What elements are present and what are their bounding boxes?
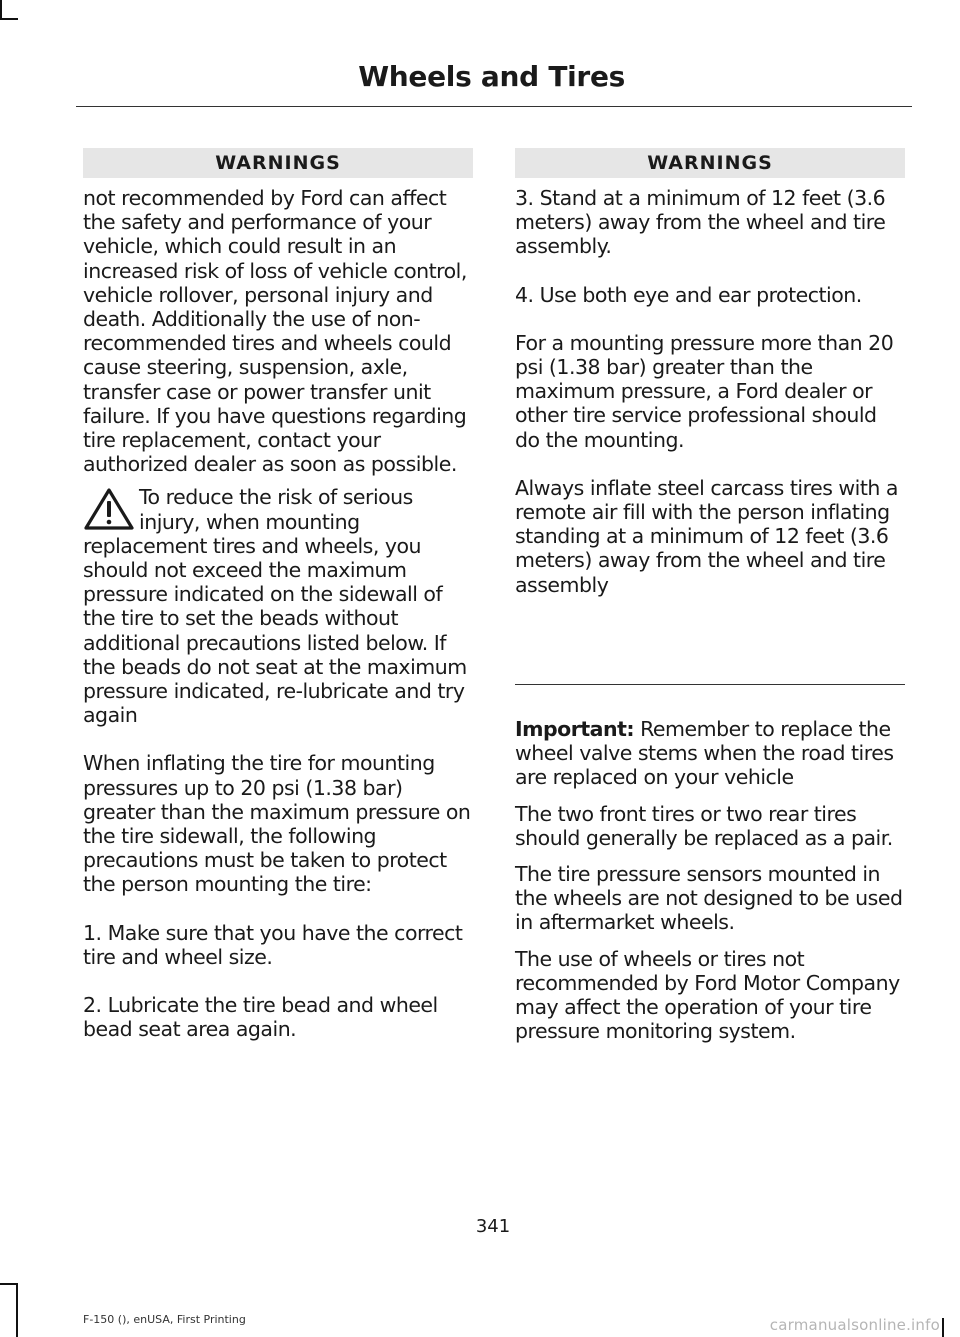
right-column xyxy=(515,148,905,597)
tpms-operation-paragraph: The use of wheels or tires not recommended by Ford Motor Company may affect the operation of your tire pressure monitoring system. xyxy=(515,946,900,1044)
warnings-banner-left: WARNINGS xyxy=(83,148,473,178)
warning-mounting-text: To reduce the risk of serious injury, when mounting replacement tires and wheels, you should not exceed the maximum pressure indicated on the sidewall of the tire to set the beads without additional precautions listed below. If the beads do not seat at the maximum pressure indicated, re-lubricate and try again xyxy=(83,485,467,728)
warnings-end-divider xyxy=(515,684,905,685)
warnings-banner-right: WARNINGS xyxy=(515,148,905,178)
steel-carcass-paragraph: Always inflate steel carcass tires with a remote air fill with the person inflating standing at a minimum of 12 feet (3.6 meters) away from the wheel and tire assembly xyxy=(515,475,898,597)
step-2: 2. Lubricate the tire bead and wheel bead seat area again. xyxy=(83,993,438,1042)
watermark: carmanualsonline.info xyxy=(769,1316,940,1334)
crop-mark-top-left-h xyxy=(0,18,18,20)
crop-mark-bottom-right xyxy=(942,1318,944,1337)
page-title: Wheels and Tires xyxy=(358,60,625,93)
important-text: Remember to replace the wheel valve stems when the road tires are replaced on your vehicle xyxy=(515,717,894,790)
page-number: 341 xyxy=(475,1216,511,1237)
edition-footer: F-150 (), enUSA, First Printing xyxy=(83,1313,246,1326)
important-note xyxy=(515,717,905,790)
crop-mark-bottom-left-v xyxy=(16,1283,18,1337)
step-3: 3. Stand at a minimum of 12 feet (3.6 meters) away from the wheel and tire assembly. xyxy=(515,186,886,259)
step-4: 4. Use both eye and ear protection. xyxy=(515,282,862,307)
header-divider xyxy=(76,106,912,107)
right-column-notes xyxy=(515,717,905,1043)
tpms-sensor-paragraph: The tire pressure sensors mounted in the wheels are not designed to be used in aftermarket wheels. xyxy=(515,862,903,935)
left-column xyxy=(83,148,473,1042)
step-1: 1. Make sure that you have the correct tire and wheel size. xyxy=(83,920,463,969)
warning-paragraph-mounting xyxy=(83,485,473,727)
warning-paragraph-continued: not recommended by Ford can affect the safety and performance of your vehicle, which could result in an increased risk of loss of vehicle control, vehicle rollover, personal injury and death. Additionally the use of non-recommended tires and wheels could cause steering, suspension, axle, transfer case or power transfer unit failure. If you have questions regarding tire replacement, contact your authorized dealer as soon as possible. xyxy=(83,186,467,477)
warning-triangle-icon xyxy=(83,487,135,531)
inflation-paragraph: When inflating the tire for mounting pressures up to 20 psi (1.38 bar) greater than the maximum pressure on the tire sidewall, the following precautions must be taken to protect the person mounting the tire: xyxy=(83,751,471,897)
pair-replacement-paragraph: The two front tires or two rear tires should generally be replaced as a pair. xyxy=(515,801,893,850)
important-label: Important: xyxy=(515,717,635,741)
high-pressure-paragraph: For a mounting pressure more than 20 psi (1.38 bar) greater than the maximum pressure, a Ford dealer or other tire service professional should do the mounting. xyxy=(515,330,894,452)
crop-mark-top-left xyxy=(0,0,2,20)
